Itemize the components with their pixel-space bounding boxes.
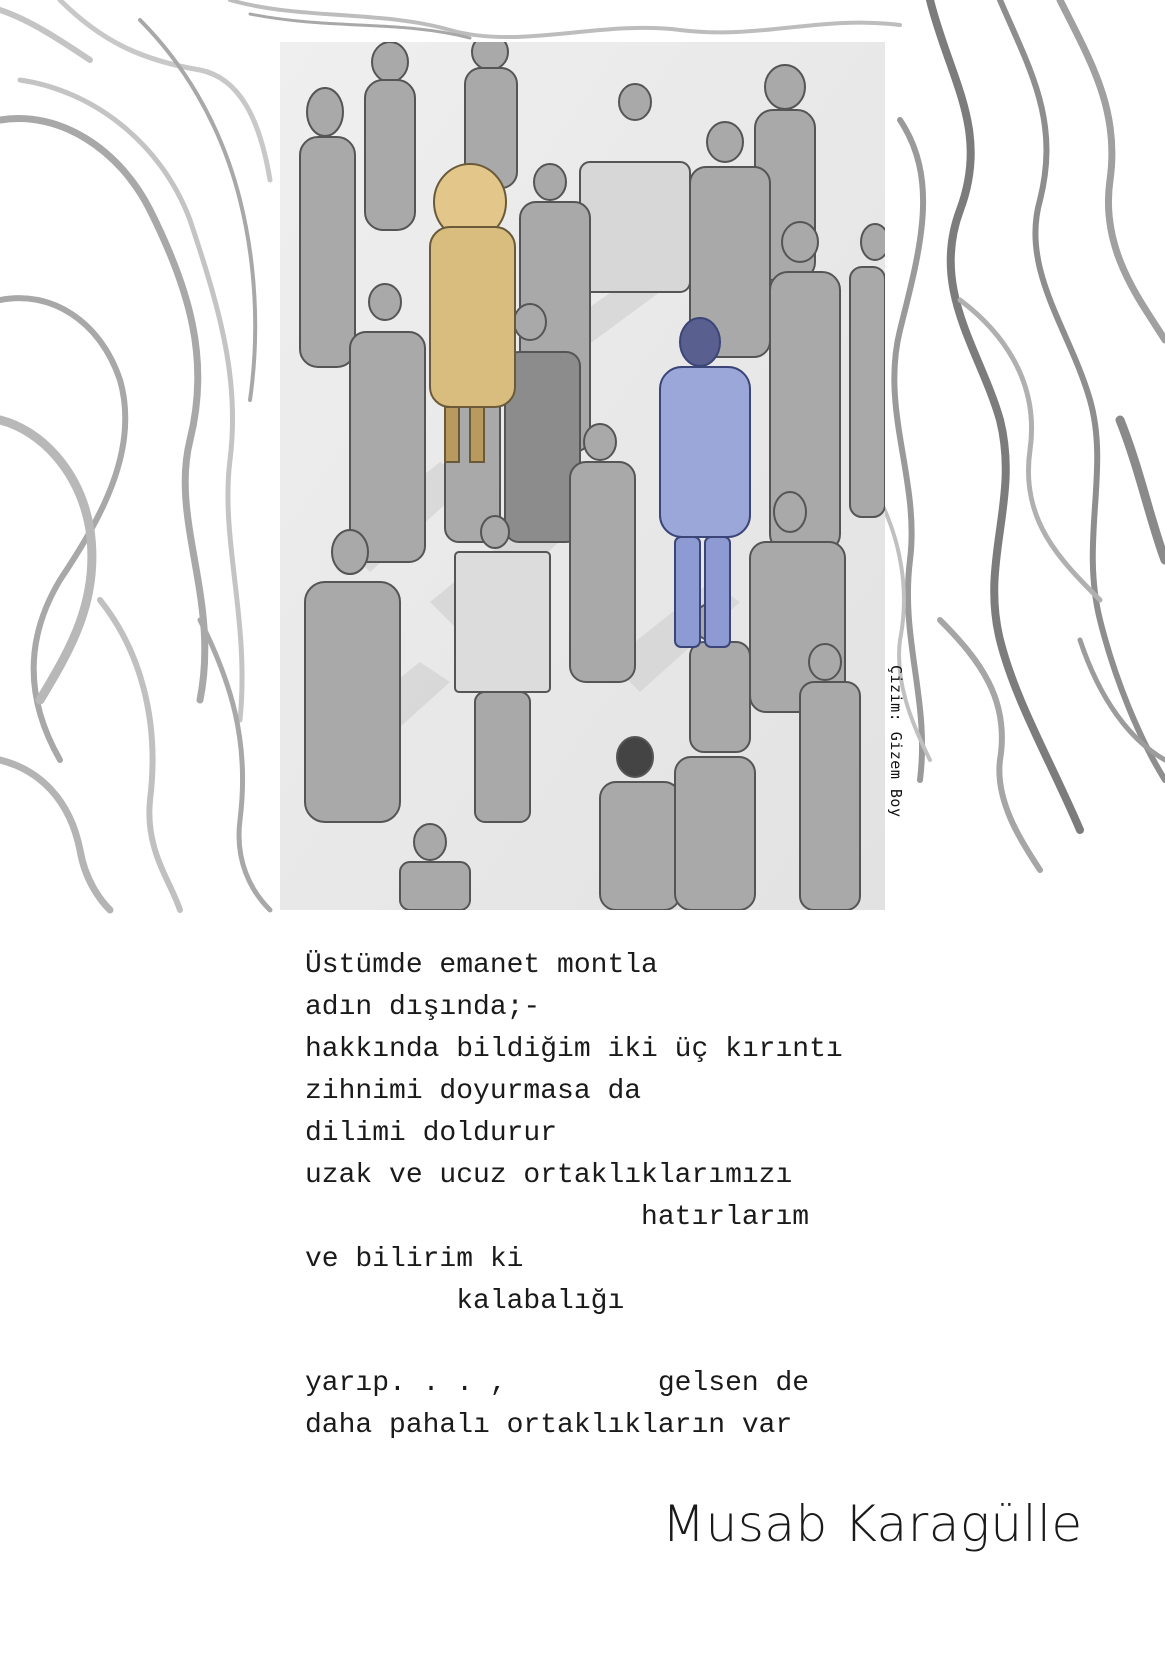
stanza-break — [305, 1323, 925, 1363]
illustration-credit: Çizim: Gizem Boy — [887, 665, 905, 818]
crowd-sketch — [280, 42, 885, 910]
crowd-illustration — [280, 42, 885, 910]
poem-line: uzak ve ucuz ortaklıklarımızı — [305, 1160, 793, 1191]
author-name: Musab Karagülle — [662, 1495, 1083, 1553]
poem-line: kalabalığı — [305, 1286, 625, 1317]
poem-line: adın dışında;- — [305, 992, 541, 1023]
poem-line: hakkında bildiğim iki üç kırıntı — [305, 1034, 843, 1065]
poem-line: dilimi doldurur — [305, 1118, 558, 1149]
poem-line: ve bilirim ki — [305, 1244, 524, 1275]
poem-line: Üstümde emanet montla — [305, 950, 658, 981]
poem-text — [305, 945, 925, 1447]
poem-line: yarıp. . . , gelsen de — [305, 1368, 810, 1399]
poem-line: hatırlarım — [305, 1202, 810, 1233]
poem-line: daha pahalı ortaklıkların var — [305, 1410, 793, 1441]
poem-line: zihnimi doyurmasa da — [305, 1076, 642, 1107]
